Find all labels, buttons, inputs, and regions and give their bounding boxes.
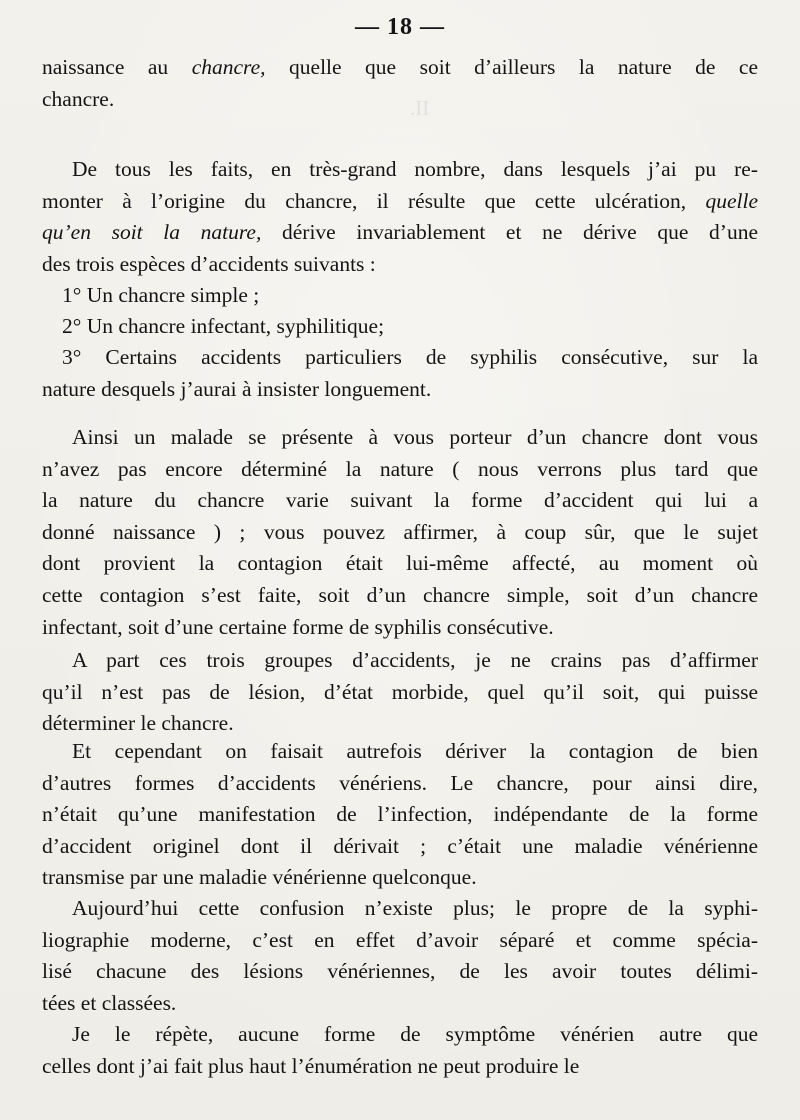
text-segment: 2° Un chancre infectant, syphilitique; <box>62 314 385 338</box>
text-line <box>42 280 758 312</box>
show-through-mark: II. <box>410 96 430 120</box>
text-line <box>42 580 758 612</box>
text-line <box>42 893 758 925</box>
text-line <box>42 454 758 486</box>
text-line <box>42 612 758 644</box>
text-line <box>42 154 758 186</box>
paragraph-patient-example <box>42 422 758 643</box>
text-segment: 1° Un chancre simple ; <box>62 283 260 307</box>
text-line <box>42 1051 758 1083</box>
paragraph-repetition <box>42 1019 758 1082</box>
text-line <box>42 548 758 580</box>
text-segment: chancre, <box>191 55 266 79</box>
text-segment: liographie moderne, c’est en effet d’avoir séparé et comme spécia- <box>42 927 758 952</box>
text-segment: Et cependant on faisait autrefois dériver la contagion de bien <box>72 739 758 763</box>
text-line <box>42 831 758 863</box>
paragraph-three-groups <box>42 645 758 740</box>
text-segment: donné naissance ) ; vous pouvez affirmer, à coup sûr, que le sujet <box>42 519 758 544</box>
text-segment: tées et classées. <box>42 990 177 1015</box>
text-segment: d’autres formes d’accidents vénériens. Le chancre, pour ainsi dire, <box>42 770 758 795</box>
text-line <box>42 84 758 116</box>
page-number: — 18 — <box>355 14 445 40</box>
list-item-2 <box>42 311 758 343</box>
text-segment: transmise par une maladie vénérienne quelconque. <box>42 865 477 890</box>
text-segment: naissance au <box>42 55 192 79</box>
text-segment: Aujourd’hui cette confusion n’existe plus; le propre de la syphi- <box>72 896 758 920</box>
text-segment: De tous les faits, en très-grand nombre, dans lesquels j’ai pu re- <box>72 157 758 181</box>
text-segment: d’accident originel dont il dérivait ; c’était une maladie vénérienne <box>42 833 758 858</box>
list-item-1 <box>42 280 758 312</box>
text-line <box>42 799 758 831</box>
text-line <box>42 342 758 374</box>
text-segment: nature desquels j’aurai à insister longuement. <box>42 376 432 401</box>
text-line <box>42 186 758 218</box>
list-item-3 <box>42 342 758 405</box>
text-line <box>42 677 758 709</box>
text-segment: 3° Certains accidents particuliers de syphilis consécutive, sur la <box>62 345 758 369</box>
text-segment: dont provient la contagion était lui-même affecté, au moment où <box>42 551 758 576</box>
text-segment: A part ces trois groupes d’accidents, je ne crains pas d’affirmer <box>72 648 758 672</box>
text-line <box>42 862 758 894</box>
text-segment: déterminer le chancre. <box>42 711 234 736</box>
text-line <box>42 217 758 249</box>
paragraph-modern-syphiliography <box>42 893 758 1019</box>
text-line <box>42 249 758 281</box>
text-line <box>42 1019 758 1051</box>
text-segment: Ainsi un malade se présente à vous porteur d’un chancre dont vous <box>72 425 758 449</box>
text-segment: dérive invariablement et ne dérive que d’une <box>261 220 758 245</box>
text-line <box>42 988 758 1020</box>
text-line <box>42 768 758 800</box>
text-segment: monter à l’origine du chancre, il résulte que cette ulcération, <box>42 188 706 213</box>
text-segment: quelle que soit d’ailleurs la nature de ce <box>265 55 758 79</box>
text-segment: n’était qu’une manifestation de l’infection, indépendante de la forme <box>42 802 758 827</box>
text-segment: des trois espèces d’accidents suivants : <box>42 251 376 276</box>
text-segment: cette contagion s’est faite, soit d’un chancre simple, soit d’un chancre <box>42 582 758 607</box>
text-line <box>42 925 758 957</box>
text-segment: qu’en soit la nature, <box>42 220 262 245</box>
text-line <box>42 517 758 549</box>
text-segment: celles dont j’ai fait plus haut l’énumération ne peut produire le <box>42 1053 580 1078</box>
text-segment: chancre. <box>42 86 115 111</box>
paragraph-historical-view <box>42 736 758 894</box>
paragraph-continuation <box>42 52 758 115</box>
text-line <box>42 422 758 454</box>
text-segment: n’avez pas encore déterminé la nature ( nous verrons plus tard que <box>42 456 758 481</box>
text-line <box>42 52 758 84</box>
text-line <box>42 311 758 343</box>
text-line <box>42 645 758 677</box>
text-segment: qu’il n’est pas de lésion, d’état morbide, quel qu’il soit, qui puisse <box>42 679 758 704</box>
text-line <box>42 736 758 768</box>
text-segment: Je le répète, aucune forme de symptôme vénérien autre que <box>72 1022 758 1046</box>
text-segment: infectant, soit d’une certaine forme de syphilis consécutive. <box>42 614 554 639</box>
text-line <box>42 956 758 988</box>
text-segment: quelle <box>705 188 758 213</box>
paragraph-origin-of-chancre <box>42 154 758 280</box>
text-line <box>42 485 758 517</box>
text-line <box>42 374 758 406</box>
text-segment: la nature du chancre varie suivant la forme d’accident qui lui a <box>42 488 758 513</box>
text-segment: lisé chacune des lésions vénériennes, de les avoir toutes délimi- <box>42 959 758 984</box>
